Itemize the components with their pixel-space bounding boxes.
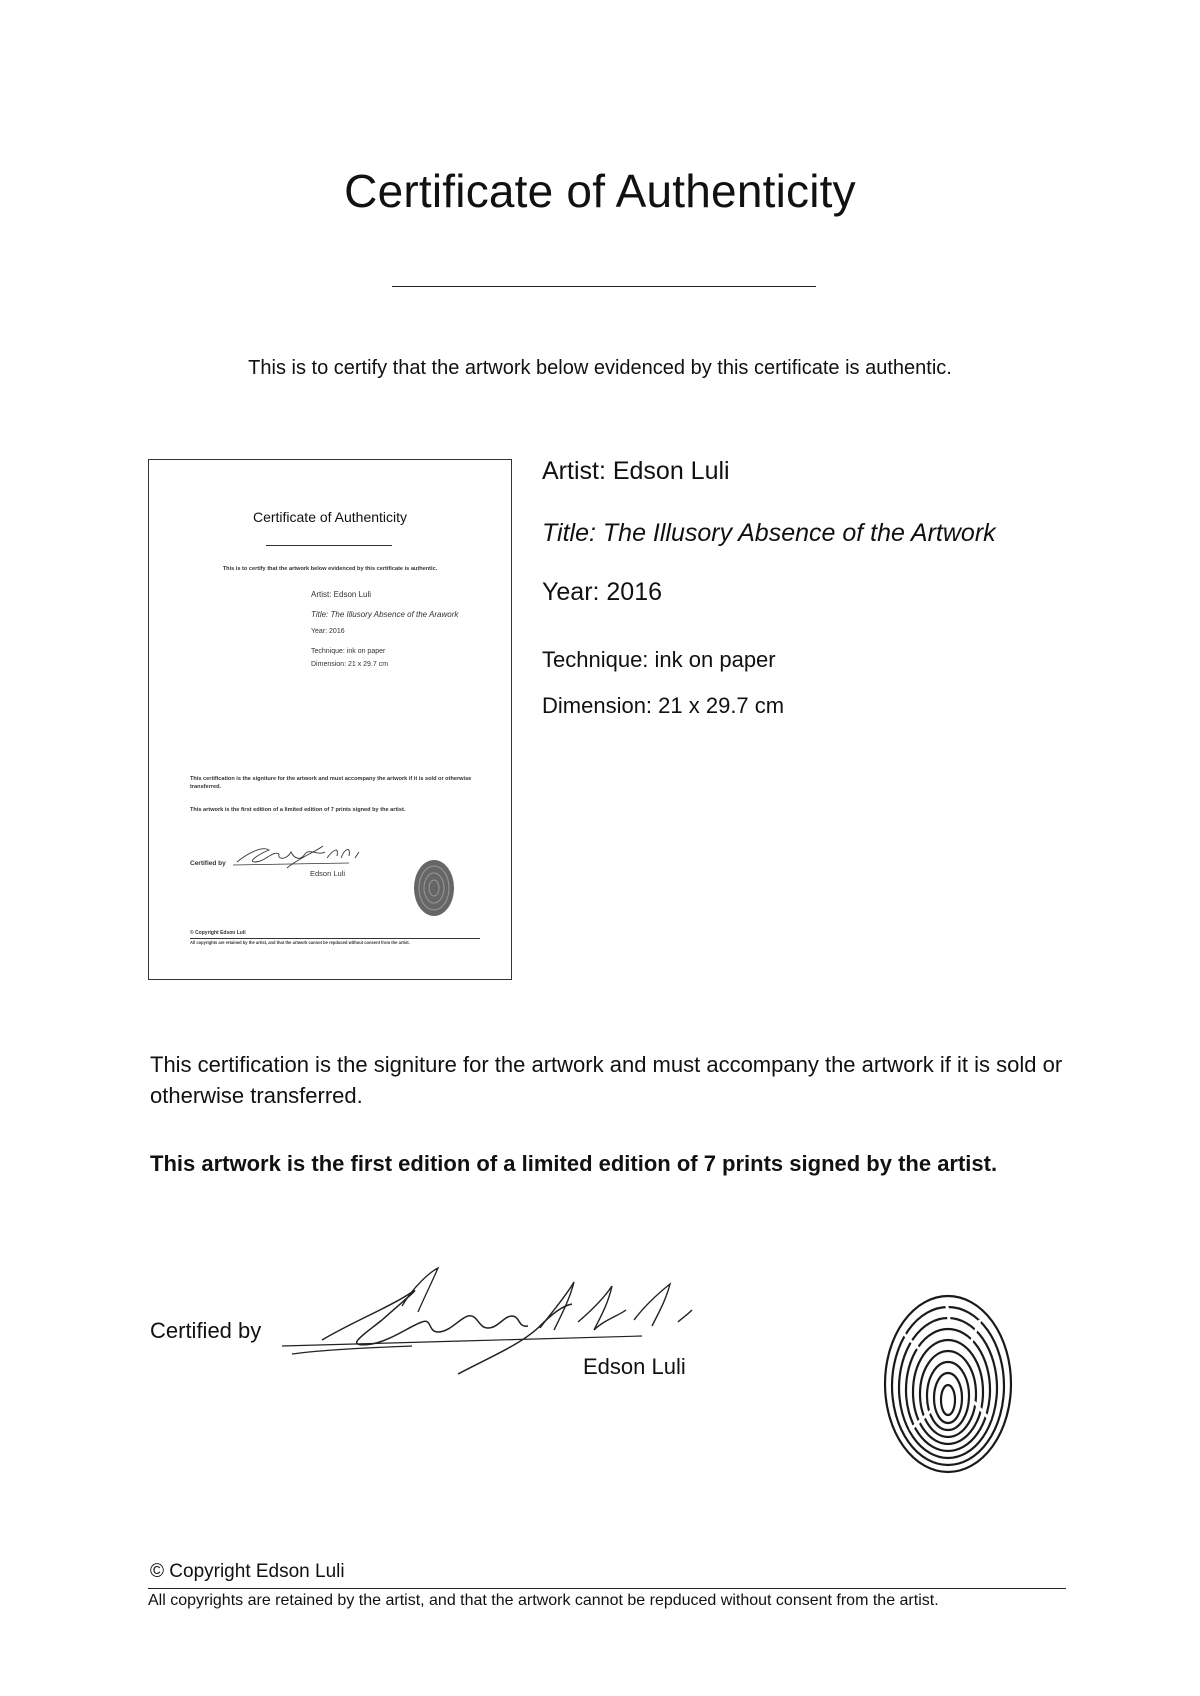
signature-icon bbox=[282, 1262, 802, 1382]
certificate-thumbnail bbox=[148, 459, 512, 980]
thumbnail-paragraph2: This artwork is the first edition of a limited edition of 7 prints signed by the artist. bbox=[190, 807, 406, 813]
thumbnail-certify-statement: This is to certify that the artwork below evidenced by this certificate is authentic. bbox=[222, 566, 438, 572]
footer-notice: All copyrights are retained by the artist, and that the artwork cannot be repduced without consent from the artist. bbox=[148, 1592, 939, 1609]
year-line: Year: 2016 bbox=[542, 578, 663, 606]
thumbnail-dimension: Dimension: 21 x 29.7 cm bbox=[311, 661, 389, 668]
title-divider bbox=[392, 286, 816, 287]
copyright-line: © Copyright Edson Luli bbox=[150, 1561, 345, 1582]
thumbnail-artwork-title: Title: The Illusory Absence of the Arawork bbox=[311, 610, 459, 619]
thumbnail-paragraph1: This certification is the signiture for the artwork and must accompany the artwork if it is sold or otherwise transferred. bbox=[190, 776, 472, 790]
artist-line: Artist: Edson Luli bbox=[542, 457, 730, 485]
thumbnail-copyright: © Copyright Edson Luli bbox=[190, 930, 246, 936]
signer-name: Edson Luli bbox=[583, 1354, 686, 1379]
certified-by-label: Certified by bbox=[150, 1318, 262, 1343]
thumbnail-technique: Technique: ink on paper bbox=[311, 648, 386, 655]
thumbnail-certified-by: Certified by bbox=[190, 860, 226, 867]
thumbnail-signature-icon bbox=[229, 838, 369, 872]
thumbnail-title: Certificate of Authenticity bbox=[252, 509, 408, 525]
certify-statement: This is to certify that the artwork below evidenced by this certificate is authentic. bbox=[248, 357, 952, 379]
thumbnail-year: Year: 2016 bbox=[311, 628, 345, 635]
footer-divider bbox=[148, 1588, 1066, 1589]
dimension-line: Dimension: 21 x 29.7 cm bbox=[542, 693, 785, 718]
thumbnail-signer-name: Edson Luli bbox=[310, 869, 346, 878]
technique-line: Technique: ink on paper bbox=[542, 647, 776, 672]
thumbnail-footer-divider bbox=[190, 938, 480, 939]
fingerprint-icon bbox=[880, 1290, 1016, 1476]
edition-statement: This artwork is the first edition of a limited edition of 7 prints signed by the artist. bbox=[150, 1151, 998, 1176]
thumbnail-artist: Artist: Edson Luli bbox=[311, 590, 372, 599]
page-title: Certificate of Authenticity bbox=[344, 165, 856, 217]
thumbnail-title-divider bbox=[266, 545, 392, 546]
certification-paragraph: This certification is the signiture for the artwork and must accompany the artwork if it is sold or otherwise transferred. bbox=[150, 1052, 1063, 1108]
thumbnail-footer: All copyrights are retained by the artist, and that the artwork cannot be repduced without consent from the artist. bbox=[190, 940, 410, 945]
thumbnail-fingerprint-icon bbox=[411, 858, 457, 918]
artwork-title-line: Title: The Illusory Absence of the Artwork bbox=[542, 519, 996, 547]
